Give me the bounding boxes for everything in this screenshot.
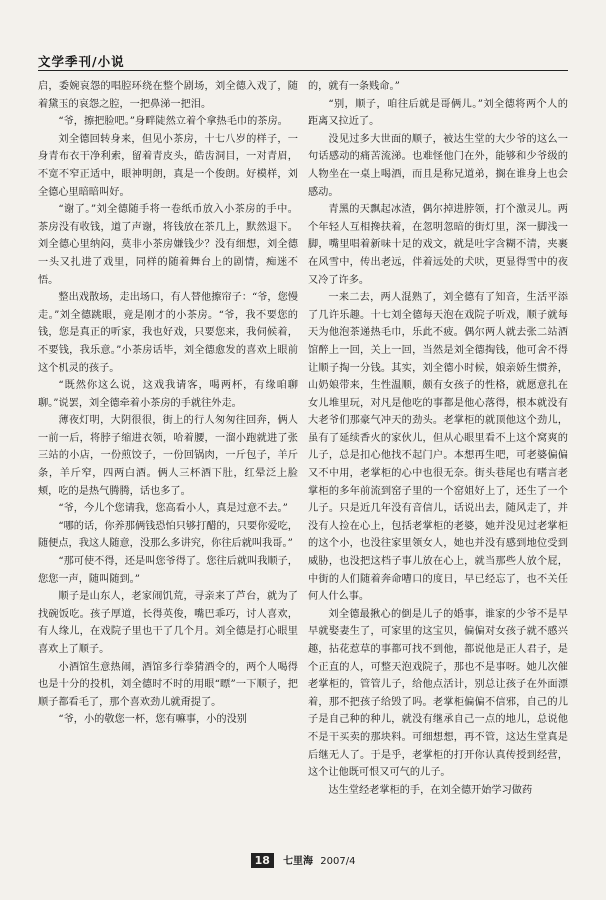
paragraph: “哪的话，你养那俩钱恐怕只够打醋的，只要你爱吃，随便点，我这人随意，没那么多讲究，你往后就叫我哥。” bbox=[38, 520, 298, 550]
paragraph: 的，就有一条贱命。” bbox=[308, 81, 400, 92]
paragraph: “爷，今儿个您请我，您高看小人，真是过意不去。” bbox=[58, 503, 288, 515]
paragraph: “谢了。”刘全德随手将一卷纸币放入小茶房的手中。茶房没有收钱，道了声谢，将钱放在茶几上，默然退下。刘全德心里纳闷，莫非小茶房嫌钱少？没有细想，刘全德一头又扎进了戏里，同样的随着舞台上的剧情，痴迷不悟。 bbox=[38, 204, 298, 286]
section-header: 文学季刊/小说 bbox=[38, 54, 125, 69]
paragraph: 整出戏散场，走出场口，有人替他擦帘子：“爷，您慢走。”刘全德跳眼，竟是刚才的小茶房。“爷，我不要您的钱，您是真正的听家，我也好戏，只要您来，我伺候着，不要钱，我乐意。”小茶房话毕，刘全德愈发的喜欢上眼前这个机灵的孩子。 bbox=[38, 292, 298, 374]
issue-label: 2007/4 bbox=[320, 856, 356, 867]
paragraph: “那可使不得，还是叫您爷得了。您往后就叫我顺子，您您一声，随叫随到。” bbox=[38, 556, 298, 585]
paragraph: 一来二去，两人混熟了，刘全德有了知音，生活平添了几许乐趣。十七刘全德每天泡在戏院子听戏，顺子就每天为他泡茶递热毛巾，乐此不疲。偶尔两人就去张二站酒馆醉上一回，关上一回，当然是刘全德掏钱，他可舍不得让顺子掏一分钱。其实，刘全德小时候，娘亲娇生惯养，山奶娘带来，生性温顺，颇有女孩子的性格，就愿意扎在女儿堆里玩，对凡是他吃的事都是他心落得，根本就没有大老爷们那豪气冲天的劲头。老掌柜的就顶他这个劲儿，虽有了延续香火的家伙儿，但从心眼里看不上这个窝爽的儿子，总是扣心他找不起门户。本想再生吧，可老婆偏偏又不中用，老掌柜的心中也很无奈。街头巷尾也有嗜言老掌柜的多年前流到窑子里的一个窑姐好上了，还生了一个儿子。只是近几年没有音信儿，话说出去，随风走了，并没有人捡在心上，包括老掌柜的老婆，她并没见过老掌柜的这个小，也没往家里领女人，她也并没有感到地位受到威胁，也没把这档子事儿放在心上，就当那些人放个屁，中街的人们随着奔命嘈口的度日，早已经忘了，也不关任何人什么事。 bbox=[308, 292, 568, 603]
paragraph: “爷，小的敬您一杯，您有嘛事，小的没别 bbox=[58, 714, 247, 726]
header-rule bbox=[38, 70, 568, 71]
right-text-column bbox=[308, 78, 568, 820]
paragraph: 顺子是山东人，老家闹饥荒，寻亲来了芦台，就为了找碗饭吃。孩子厚道，长得英俊，嘴巴乖巧，讨人喜欢，有人缘儿，在戏院子里也干了几个月。刘全德是打心眼里喜欢上了顺子。 bbox=[38, 591, 298, 655]
paragraph: 薄夜灯明，大阴很很，街上的行人匆匆往回奔，俩人一前一后，将脖子缩进衣领，哈着腰，一溜小跑就进了张三站的小店，一份煎饺子，一份回锅肉，一斤包子，羊斤条，羊斤窄，四两白酒。俩人三杯酒下肚，红晕泛上脸颊，吃的是热气腾腾，话也多了。 bbox=[38, 415, 298, 497]
paragraph: “爷，擦把脸吧。”身畔陡然立着个拿热毛巾的茶房。 bbox=[58, 116, 288, 128]
paragraph: “别，顺子，咱往后就是哥俩儿。”刘全德将两个人的距离又拉近了。 bbox=[308, 98, 568, 128]
paragraph: 达生堂经老掌柜的手，在刘全德开始学习做药 bbox=[328, 784, 533, 796]
page-footer bbox=[0, 852, 606, 874]
page-number: 18 bbox=[251, 853, 274, 868]
paragraph: 刘全德最揪心的倒是儿子的婚事，谁家的少爷不是早早就娶妻生了，可家里的这宝贝，偏偏对女孩子就不感兴趣，拈花惹草的事都可找不到他，都说他是正人君子，是个正直的人，可整天泡戏院子，那也不是事呀。她儿次催老掌柜的，管管儿子，给他点活计，别总让孩子在外面漂着，那不把孩子给毁了吗。老掌柜偏偏不信邪，自己的儿子是自己种的种儿，就没有继承自己一点的地儿，总说他不是干买卖的那块料。可细想想，再不管，这达生堂真是后继无人了。于是乎，老掌柜的打开你认真传授到经营，这个让他既可恨又可气的儿子。 bbox=[308, 608, 568, 779]
magazine-name: 七里海 bbox=[283, 856, 314, 867]
paragraph: 没见过多大世面的顺子，被达生堂的大少爷的这么一句话感动的痛苦流涕。也难怪他门在外，能够和少爷级的人物坐在一桌上喝酒，而且是称兄道弟，搁在谁身上也会感动。 bbox=[308, 133, 568, 198]
paragraph: 青黑的天飘起冰渣，偶尔掉进脖领，打个激灵儿。两个年轻人互相搀扶着，在忽明忽暗的街灯里，深一脚浅一脚，嘴里唱着新味十足的戏文，就是吐字含糊不清，夹裹在风雪中，传出老远，伴着远处的犬吠，更显得雪中的夜又冷了许多。 bbox=[308, 204, 568, 286]
paragraph: 小酒馆生意热闹，酒馆多行拳猜酒令的，两个人喝得也是十分的投机，刘全德时不时的用眼“瞟”一下顺子，把顺子都看毛了，那个喜欢劲儿就甭提了。 bbox=[38, 661, 298, 708]
paragraph: 启，委婉哀怨的唱腔环绕在整个剧场，刘全德入戏了，随着黛玉的哀怨之腔，一把鼻涕一把泪。 bbox=[38, 81, 298, 110]
paragraph: 刘全德回转身来，但见小茶房，十七八岁的样子，一身青布衣干净利索，留着青皮头，皓齿洞目，一对青眉，不宽不窄正适中，眼神明朗，真是一个俊朗。好模样，刘全德心里暗暗叫好。 bbox=[38, 133, 298, 198]
left-text-column bbox=[38, 78, 298, 820]
paragraph: “既然你这么说，这戏我请客，喝两杯，有缘咱聊聊。”说罢，刘全德牵着小茶房的手就往外走。 bbox=[38, 380, 298, 409]
